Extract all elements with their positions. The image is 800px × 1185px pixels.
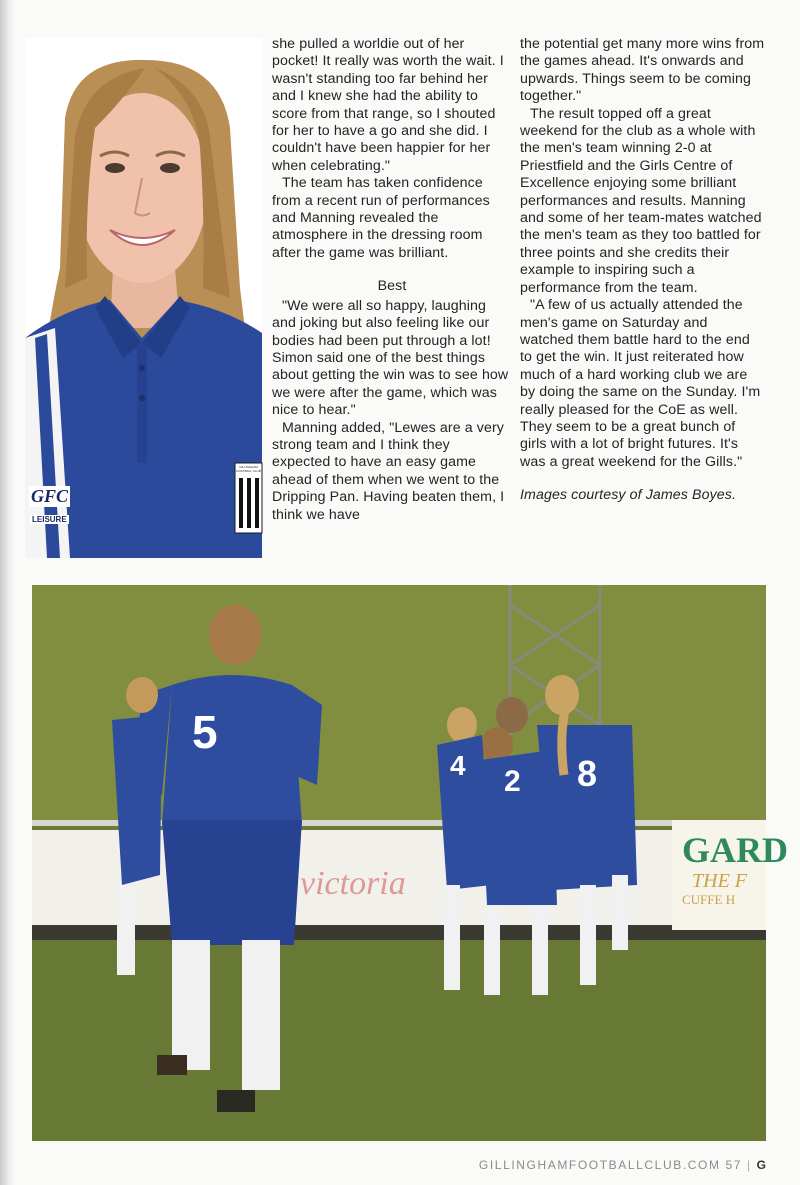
shirt-number-2: 2 bbox=[504, 765, 521, 798]
kit-logo: GFC bbox=[31, 486, 69, 506]
article-paragraph: "We were all so happy, laughing and joking but also feeling like our bodies had been put through a lot! Simon said one of the best things about getting the win was to see how we were after the game, which was nice to hear." bbox=[272, 297, 509, 419]
club-logo-icon: G bbox=[756, 1158, 766, 1172]
shirt-number-5: 5 bbox=[192, 706, 218, 758]
page-spine-shadow bbox=[0, 0, 16, 1185]
advertising-board-left: victoria bbox=[300, 865, 406, 902]
shirt-number-4: 4 bbox=[450, 750, 466, 781]
article-paragraph: The team has taken confidence from a recent run of performances and Manning revealed the atmosphere in the dressing room after the game was brilliant. bbox=[272, 175, 490, 261]
article-paragraph: the potential get many more wins from the games ahead. It's onwards and upwards. Things seem to be coming together." bbox=[520, 36, 765, 105]
page-footer: GILLINGHAMFOOTBALLCLUB.COM 57 | G bbox=[478, 1158, 766, 1172]
advertising-board-title: GARD bbox=[682, 830, 788, 870]
article-column-2 bbox=[520, 36, 765, 505]
article-column-1 bbox=[272, 36, 512, 524]
section-subheading: Best bbox=[377, 278, 407, 295]
shirt-number-8: 8 bbox=[577, 753, 598, 794]
advertising-board-line: CUFFE H bbox=[682, 892, 736, 907]
player-portrait-photo bbox=[25, 38, 262, 558]
advertising-board-line: THE F bbox=[692, 870, 747, 892]
page-number: 57 bbox=[725, 1158, 743, 1172]
club-website: GILLINGHAMFOOTBALLCLUB.COM bbox=[478, 1158, 721, 1172]
advertising-board-right bbox=[682, 830, 788, 908]
kit-sponsor: LEISURE bbox=[32, 515, 67, 524]
article-paragraph: Manning added, "Lewes are a very strong team and I think they expected to have an easy game ahead of them when we went to the Dripping Pan. Having beaten them, I think we have bbox=[272, 419, 505, 523]
article-paragraph: "A few of us actually attended the men's game on Saturday and watched them battle hard to the end to get the win. It just reiterated how much of a hard working club we are by doing the same on the Sunday. I'm really pleased for the CoE as well. They seem to be a great bunch of girls with a lot of bright futures. It's was a great weekend for the Gills." bbox=[520, 297, 761, 470]
article-paragraph: The result topped off a great weekend for the club as a whole with the men's team winning 2-0 at Priestfield and the Girls Centre of Excellence enjoying some brilliant performances and results. Manning and some of her team-mates watched the men's team as they too battled for three points and she credits their example to inspiring such a performance from the team. bbox=[520, 105, 762, 296]
image-credit: Images courtesy of James Boyes. bbox=[520, 487, 737, 504]
match-celebration-photo bbox=[32, 585, 788, 1141]
club-crest-text: GILLINGHAM FOOTBALL CLUB bbox=[236, 465, 261, 473]
article-paragraph: she pulled a worldie out of her pocket! It really was worth the wait. I wasn't standing too far behind her and I knew she had the ability to score from that range, so I shouted for her to have a go and she did. I couldn't have been happier for her when celebrating." bbox=[272, 36, 504, 174]
